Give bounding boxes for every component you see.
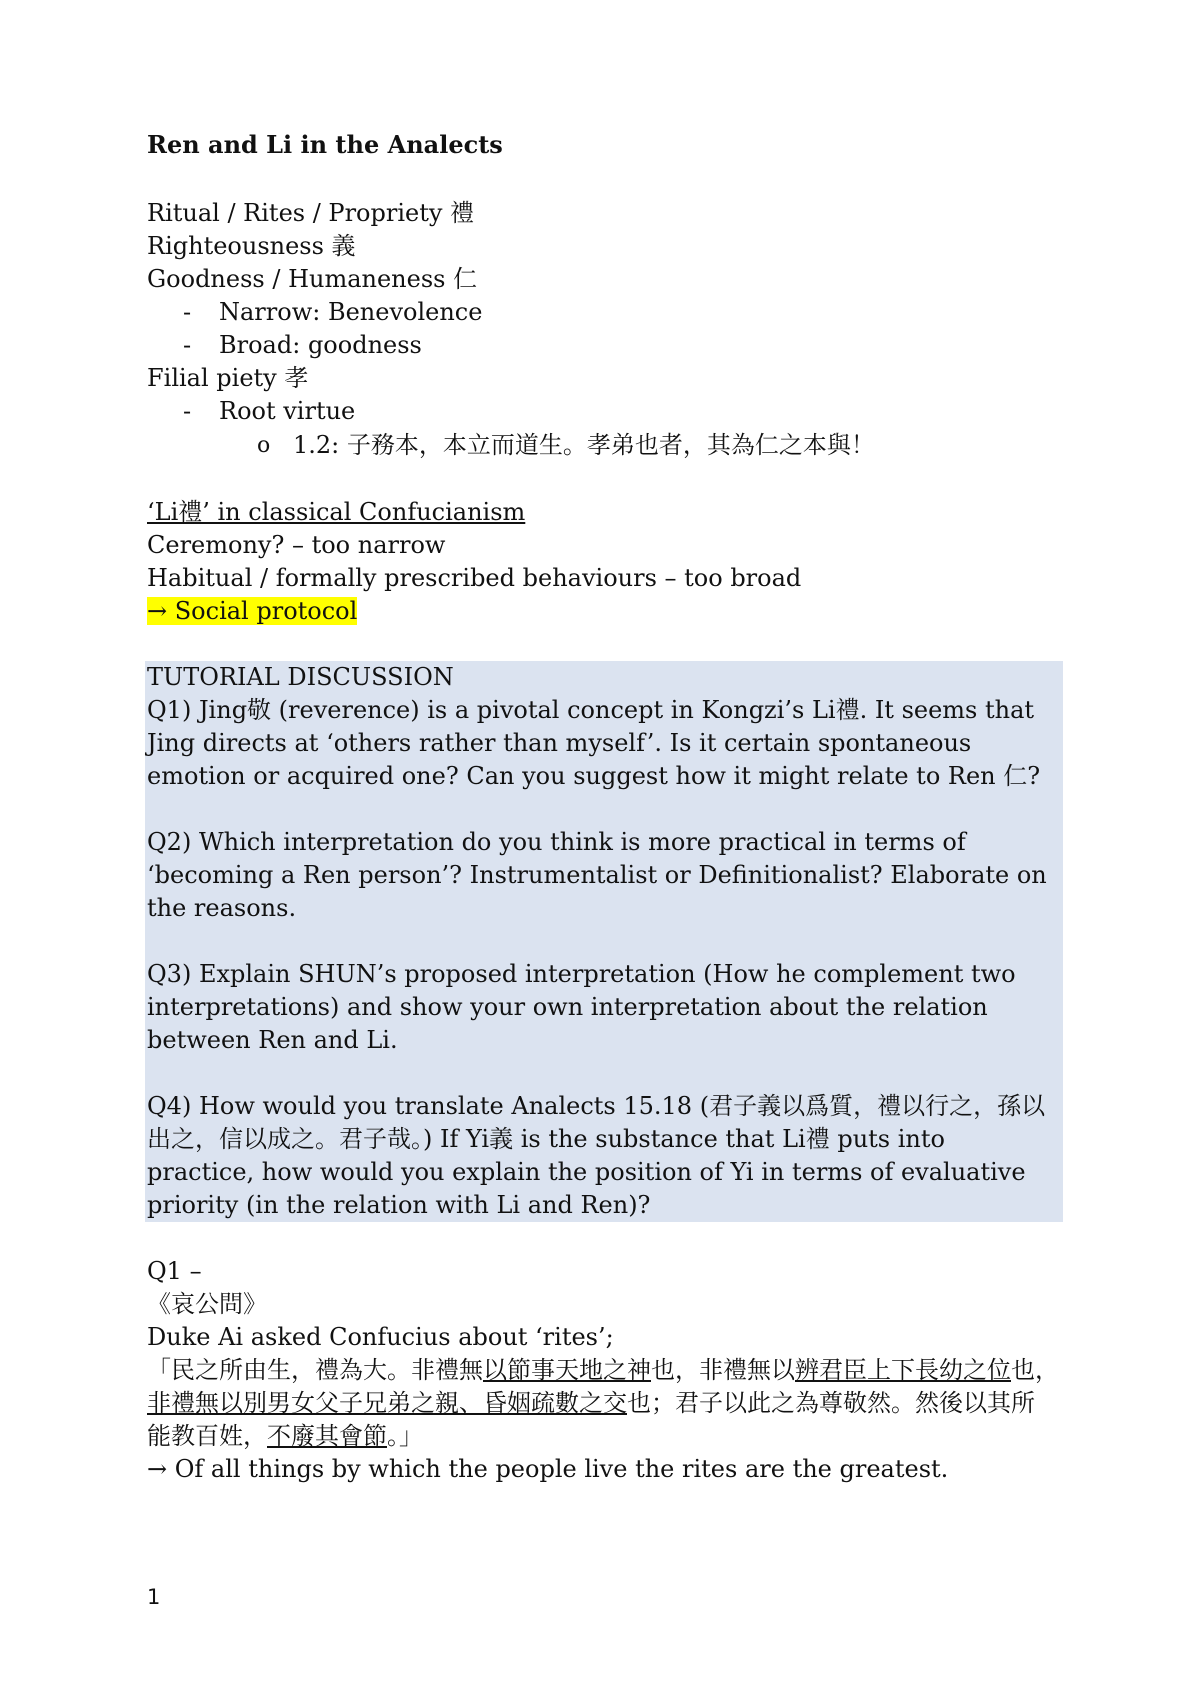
q4-line: Q4) How would you translate Analects 15.18 (君子義以爲質，禮以行之，孫以 [147,1092,1046,1120]
filial-root: Root virtue [219,397,356,425]
q2-line: the reasons. [147,894,297,922]
answer-source: 《哀公問》 [147,1290,267,1318]
q4-line: 出之，信以成之。君子哉。) If Yi義 is the substance that Li禮 puts into [147,1125,945,1153]
circle-bullet: o [257,433,271,458]
concept-filial: Filial piety 孝 [147,364,309,392]
li-heading: ‘Li禮’ in classical Confucianism [147,498,526,526]
tutorial-heading: TUTORIAL DISCUSSION [147,663,454,691]
list-item [147,329,1067,362]
document-title: Ren and Li in the Analects [147,130,503,159]
q2-line: ‘becoming a Ren person’? Instrumentalist or Definitionalist? Elaborate on [147,861,1047,889]
q4-line: priority (in the relation with Li and Ren)? [147,1191,651,1219]
answer-label: Q1 – [147,1257,202,1285]
li-line: Habitual / formally prescribed behaviours – too broad [147,564,802,592]
ren-narrow: Narrow: Benevolence [219,298,483,326]
quote-line: 能教百姓，不廢其會節。」 [147,1422,423,1450]
answer-translation: → Of all things by which the people live the rites are the greatest. [147,1455,949,1483]
q3-line: between Ren and Li. [147,1026,398,1054]
dash-bullet: - [183,331,192,359]
filial-quote: 1.2: 子務本，本立而道生。孝弟也者，其為仁之本與！ [293,431,875,459]
list-item [147,395,1067,428]
social-protocol: → Social protocol [147,597,358,625]
q1-line: emotion or acquired one? Can you suggest how it might relate to Ren 仁? [147,762,1041,790]
quote-line: 非禮無以別男女父子兄弟之親、昏姻疏數之交也；君子以此之為尊敬然。然後以其所 [147,1389,1035,1417]
dash-bullet: - [183,298,192,326]
dash-bullet: - [183,397,192,425]
li-line: Ceremony? – too narrow [147,531,446,559]
tutorial-box [145,661,1063,1222]
q3-line: Q3) Explain SHUN’s proposed interpretation (How he complement two [147,960,1016,988]
document-body [147,128,1067,1486]
q2-line: Q2) Which interpretation do you think is more practical in terms of [147,828,966,856]
concept-ren: Goodness / Humaneness 仁 [147,265,478,293]
concept-yi: Righteousness 義 [147,232,356,260]
q1-line: Q1) Jing敬 (reverence) is a pivotal concept in Kongzi’s Li禮. It seems that [147,696,1035,724]
quote-line: 「民之所由生，禮為大。非禮無以節事天地之神也，非禮無以辨君臣上下長幼之位也， [147,1356,1059,1384]
q4-line: practice, how would you explain the position of Yi in terms of evaluative [147,1158,1026,1186]
list-item [147,428,1067,463]
answer-intro: Duke Ai asked Confucius about ‘rites’; [147,1323,614,1351]
ren-broad: Broad: goodness [219,331,422,359]
concept-li: Ritual / Rites / Propriety 禮 [147,199,475,227]
list-item [147,296,1067,329]
page-number: 1 [147,1585,161,1609]
q3-line: interpretations) and show your own interpretation about the relation [147,993,988,1021]
q1-line: Jing directs at ‘others rather than myself’. Is it certain spontaneous [147,729,972,757]
